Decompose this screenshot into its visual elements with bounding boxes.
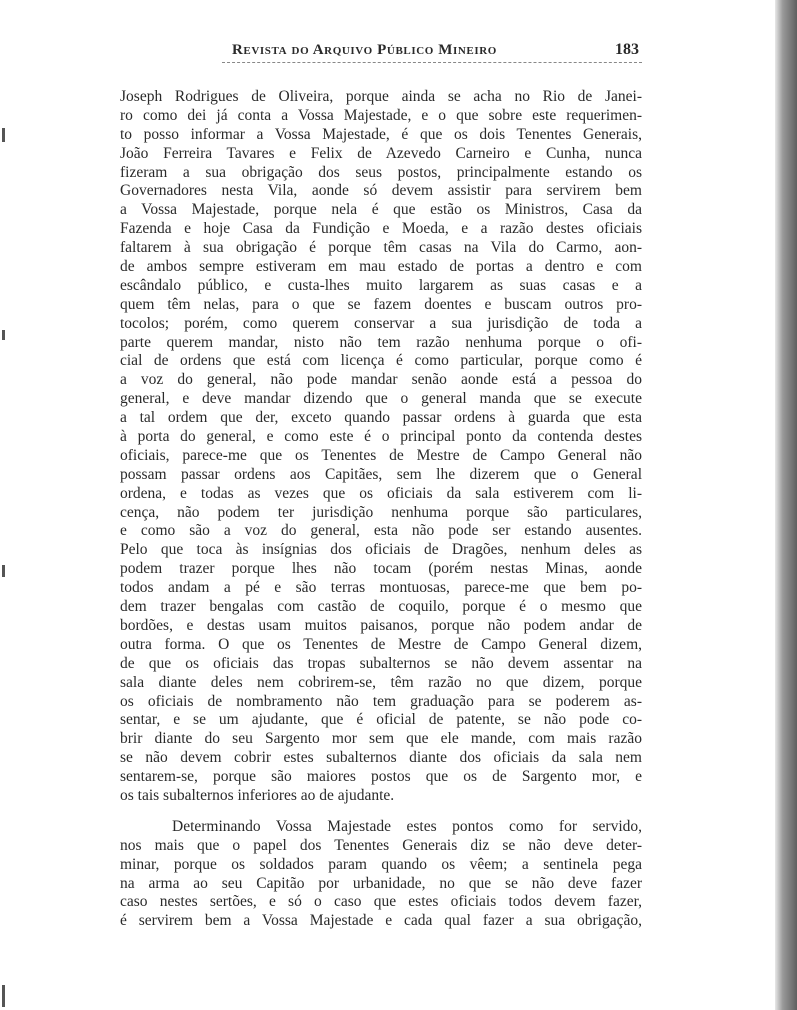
text-line: to posso informar a Vossa Majestade, é que os dois Tenentes Generais, [120,125,642,143]
text-line: sentarem-se, porque são maiores postos que os de Sargento mor, e [120,768,642,786]
margin-mark [2,128,5,142]
text-line: de que os oficiais das tropas subalternos se não devem assentar na [120,654,642,672]
paragraph [120,88,642,806]
margin-mark [2,565,5,577]
text-line: bordões, e destas usam muitos paisanos, porque não podem andar de [120,616,642,634]
body-text [120,88,642,931]
text-line: podem trazer porque lhes não tocam (porém nestas Minas, aonde [120,560,642,578]
text-line: faltarem à sua obrigação é porque têm casas na Vila do Carmo, aon- [120,239,642,257]
text-line: a voz do general, não pode mandar senão aonde está a pessoa do [120,371,642,389]
text-line: todos andam a pé e são terras montuosas, parece-me que bem po- [120,579,642,597]
text-line: cial de ordens que está com licença é como particular, porque como é [120,352,642,370]
text-line: Governadores nesta Vila, aonde só devem assistir para servirem bem [120,182,642,200]
page-header [122,42,642,64]
text-line: se não devem cobrir estes subalternos diante dos oficiais da sala nem [120,749,642,767]
text-line: sala diante deles nem cobrirem-se, têm razão no que dizem, porque [120,673,642,691]
header-rule [222,62,642,63]
text-line: caso nestes sertões, e só o caso que estes oficiais todos devem fazer, [120,893,642,911]
margin-mark [2,985,5,1007]
text-line: a Vossa Majestade, porque nela é que estão os Ministros, Casa da [120,201,642,219]
text-line: escândalo público, e custa-lhes muito largarem as suas casas e a [120,276,642,294]
text-line: os tais subalternos inferiores ao de ajudante. [120,786,395,804]
text-line: ro como dei já conta a Vossa Majestade, e o que sobre este requerimen- [120,106,642,124]
text-line: Joseph Rodrigues de Oliveira, porque ainda se acha no Rio de Janei- [120,88,642,105]
text-line: cença, não podem ter jurisdição nenhuma porque são particulares, [120,503,642,521]
text-line: brir diante do seu Sargento mor sem que ele mande, com mais razão [120,730,642,748]
margin-mark [2,330,5,340]
text-line: tocolos; porém, como querem conservar a sua jurisdição de toda a [120,314,642,332]
text-line: ordena, e todas as vezes que os oficiais da sala estiverem com li- [120,484,642,502]
text-line: e como são a voz do general, esta não pode ser estando ausentes. [120,522,642,540]
text-line: à porta do general, e como este é o principal ponto da contenda destes [120,428,642,446]
page-number: 183 [615,41,639,58]
text-line: João Ferreira Tavares e Felix de Azevedo Carneiro e Cunha, nunca [120,144,642,162]
paragraph-gap [120,806,642,818]
text-line: a tal ordem que der, exceto quando passar ordens à guarda que esta [120,409,642,427]
text-line: possam passar ordens aos Capitães, sem lhe dizerem que o General [120,465,642,483]
text-line: outra forma. O que os Tenentes de Mestre de Campo General dizem, [120,635,642,653]
text-line: parte querem mandar, nisto não tem razão nenhuma porque o ofi- [120,333,642,351]
text-line: Pelo que toca às insígnias dos oficiais de Dragões, nenhum deles as [120,541,642,559]
text-line: de ambos sempre estiveram em mau estado de portas a dentro e com [120,258,642,276]
text-line: quem têm nelas, para o que se fazem doentes e buscam outros pro- [120,295,642,313]
text-line: general, e deve mandar dizendo que o general manda que se execute [120,390,642,408]
running-title: Revista do Arquivo Público Mineiro [232,42,497,58]
text-line: Fazenda e hoje Casa da Fundição e Moeda, e a razão destes oficiais [120,220,642,238]
text-line: nos mais que o papel dos Tenentes Generais diz se não deve deter- [120,836,642,854]
text-line: fizeram a sua obrigação dos seus postos, principalmente estando os [120,163,642,181]
paragraph [120,818,642,931]
text-line: na arma ao seu Capitão por urbanidade, no que se não deve fazer [120,874,642,892]
text-line: sentar, e se um ajudante, que é oficial de patente, se não pode co- [120,711,642,729]
text-line: dem trazer bengalas com castão de coquilo, porque é o mesmo que [120,598,642,616]
text-line: Determinando Vossa Majestade estes pontos como for servido, [172,817,642,835]
text-line: oficiais, parece-me que os Tenentes de Mestre de Campo General não [120,446,642,464]
text-line: os oficiais de nombramento não tem graduação para se poderem as- [120,692,642,710]
text-line: é servirem bem a Vossa Majestade e cada qual fazer a sua obrigação, [120,912,642,930]
text-line: minar, porque os soldados param quando os vêem; a sentinela pega [120,855,642,873]
page-edge-shadow [775,0,797,1010]
